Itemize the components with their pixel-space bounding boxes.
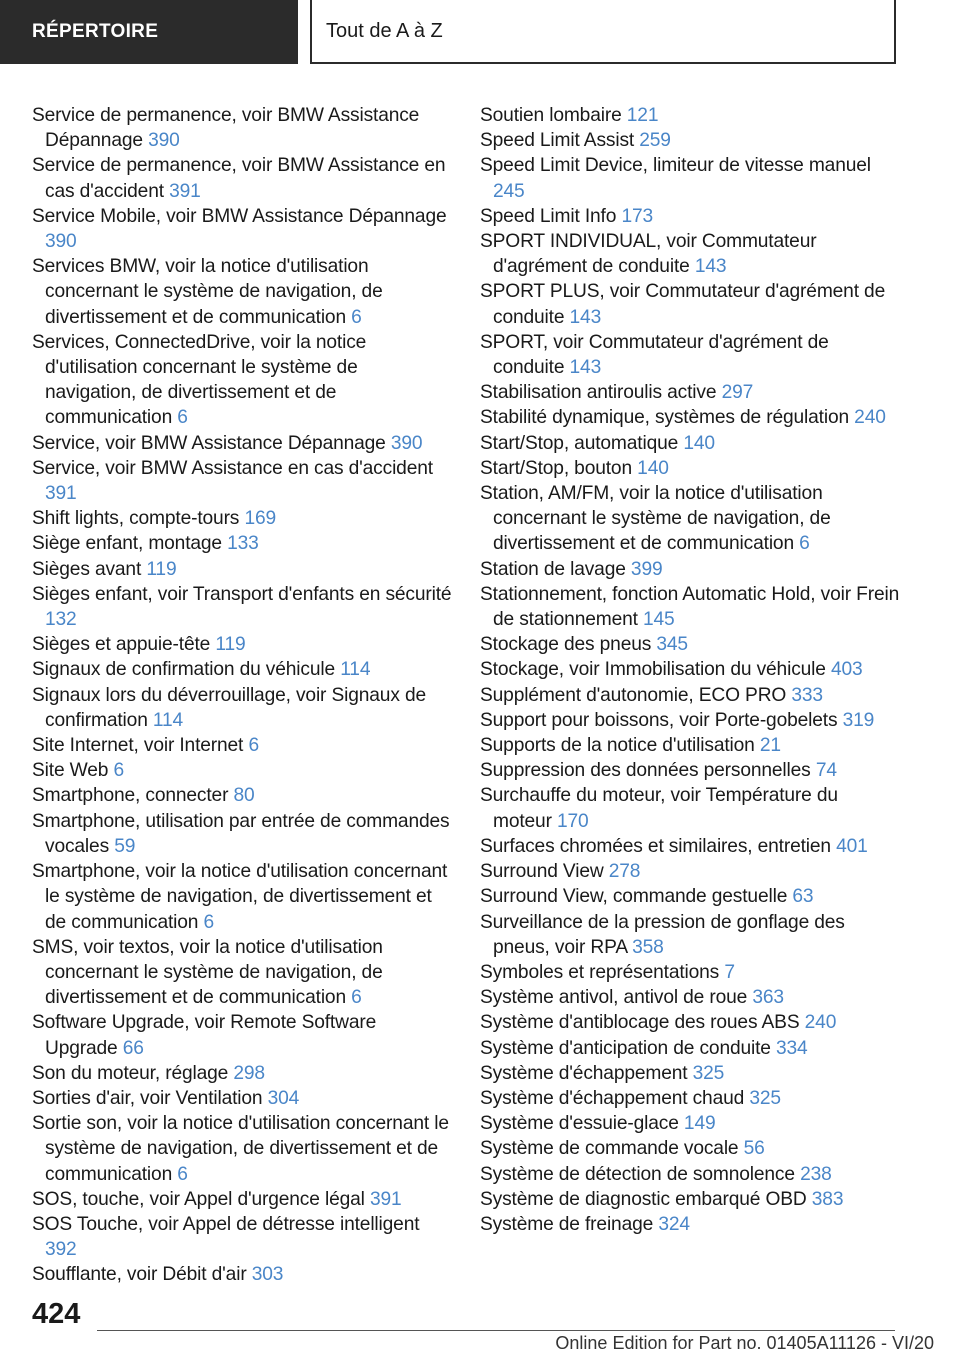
index-page-link[interactable]: 6 xyxy=(113,760,125,782)
index-page-link[interactable]: 6 xyxy=(351,306,362,328)
index-entry xyxy=(480,683,900,708)
index-page-link[interactable]: 392 xyxy=(45,1239,77,1261)
index-entry xyxy=(32,733,452,758)
index-page-link[interactable]: 278 xyxy=(608,861,641,883)
index-page-link[interactable]: 298 xyxy=(233,1062,265,1084)
index-entry xyxy=(480,884,900,909)
index-page-link[interactable]: 149 xyxy=(683,1113,716,1135)
index-page-link[interactable]: 170 xyxy=(557,810,589,832)
index-page-link[interactable]: 325 xyxy=(692,1062,725,1084)
index-entry-text: Système de détection de somnolence xyxy=(480,1163,795,1185)
index-entry-text: Smartphone, connecter xyxy=(32,785,229,807)
index-entry-text: Système de diagnostic embarqué OBD xyxy=(480,1188,807,1210)
index-page-link[interactable]: 240 xyxy=(854,407,886,429)
index-entry xyxy=(32,557,452,582)
index-entry xyxy=(32,935,452,1011)
index-page-link[interactable]: 390 xyxy=(148,130,180,152)
index-entry-text: Son du moteur, réglage xyxy=(32,1062,229,1084)
index-page-link[interactable]: 304 xyxy=(267,1087,300,1109)
index-entry-text: Système d'échappement xyxy=(480,1062,688,1084)
index-entry-text: Sortie son, voir la notice d'utilisation concernant le système de navigation, de divertissement et de communication xyxy=(32,1113,449,1185)
index-entry-text: Support pour boissons, voir Porte-gobelets xyxy=(480,709,838,731)
index-page-link[interactable]: 7 xyxy=(724,961,735,983)
index-page-link[interactable]: 391 xyxy=(169,180,201,202)
index-page-link[interactable]: 145 xyxy=(643,609,675,631)
index-entry-text: Système d'essuie-glace xyxy=(480,1113,679,1135)
index-entry xyxy=(480,405,900,430)
index-entry-text: Supplément d'autonomie, ECO PRO xyxy=(480,684,787,706)
index-page-link[interactable]: 140 xyxy=(683,432,715,454)
index-entry xyxy=(480,481,900,557)
index-entry xyxy=(480,758,900,783)
index-page-link[interactable]: 334 xyxy=(776,1037,808,1059)
index-entry-text: Services, ConnectedDrive, voir la notice d'utilisation concernant le système de navigation, de divertissement et de communication xyxy=(32,331,367,429)
index-entry xyxy=(480,960,900,985)
index-entry xyxy=(480,632,900,657)
index-entry-text: Système d'anticipation de conduite xyxy=(480,1037,771,1059)
page-number: 424 xyxy=(32,1298,81,1330)
index-page-link[interactable]: 391 xyxy=(369,1188,402,1210)
index-page-link[interactable]: 383 xyxy=(811,1188,844,1210)
index-entry xyxy=(480,153,900,203)
index-entry xyxy=(32,1111,452,1187)
index-page-link[interactable]: 297 xyxy=(721,382,754,404)
index-entry-text: Suppression des données personnelles xyxy=(480,760,811,782)
index-page-link[interactable]: 133 xyxy=(227,533,259,555)
index-entry xyxy=(480,910,900,960)
index-page-link[interactable]: 119 xyxy=(215,634,246,656)
index-entry xyxy=(32,1262,452,1287)
footer-divider xyxy=(97,1330,895,1331)
subtitle-tab xyxy=(310,0,896,64)
index-page-link[interactable]: 6 xyxy=(203,911,215,933)
index-entry-text: Shift lights, compte-tours xyxy=(32,508,240,530)
index-entry-text: Surchauffe du moteur, voir Température du moteur xyxy=(480,785,838,832)
index-entry-text: SMS, voir textos, voir la notice d'utilisation concernant le système de navigation, de divertissement et de communication xyxy=(32,936,383,1009)
index-entry xyxy=(32,657,452,682)
index-entry-text: Siège enfant, montage xyxy=(32,533,222,555)
index-entry-text: Software Upgrade, voir Remote Software Upgrade xyxy=(32,1012,377,1059)
index-entry xyxy=(480,456,900,481)
index-entry-text: Service, voir BMW Assistance en cas d'accident xyxy=(32,457,433,479)
index-entry xyxy=(32,254,452,330)
index-entry xyxy=(32,506,452,531)
index-page-link[interactable]: 114 xyxy=(152,709,184,731)
index-entry-text: Système d'antiblocage des roues ABS xyxy=(480,1012,800,1034)
index-entry xyxy=(480,431,900,456)
index-entry-text: Stabilisation antiroulis active xyxy=(480,382,717,404)
index-entry-text: Surfaces chromées et similaires, entretien xyxy=(480,835,831,857)
index-page-link[interactable]: 132 xyxy=(45,609,77,631)
index-page-link[interactable]: 390 xyxy=(45,231,77,253)
index-entry-text: Surround View, commande gestuelle xyxy=(480,886,788,908)
index-entry xyxy=(32,582,452,632)
index-entry xyxy=(480,330,900,380)
index-entry-text: Speed Limit Device, limiteur de vitesse manuel xyxy=(480,155,871,177)
subtitle-tab-label: Tout de A à Z xyxy=(326,19,443,42)
index-entry-text: Sorties d'air, voir Ventilation xyxy=(32,1087,263,1109)
index-column-right xyxy=(480,103,900,1237)
index-entry-text: Site Internet, voir Internet xyxy=(32,735,244,757)
index-entry xyxy=(480,1036,900,1061)
index-page-link[interactable]: 238 xyxy=(800,1163,832,1185)
index-page-link[interactable]: 56 xyxy=(743,1138,765,1160)
index-entry xyxy=(480,229,900,279)
index-page-link[interactable]: 245 xyxy=(493,180,525,202)
index-entry-text: Service de permanence, voir BMW Assistance Dépannage xyxy=(32,105,420,152)
index-entry xyxy=(480,582,900,632)
index-entry xyxy=(32,1061,452,1086)
index-entry xyxy=(480,1061,900,1086)
index-entry xyxy=(32,204,452,254)
index-entry-text: Système de freinage xyxy=(480,1213,654,1235)
footer-edition: Online Edition for Part no. 01405A11126 - VI/20 xyxy=(555,1333,934,1353)
index-entry xyxy=(480,1212,900,1237)
index-page-link[interactable]: 143 xyxy=(569,306,602,328)
index-page-link[interactable]: 6 xyxy=(351,987,362,1009)
index-entry-text: Soufflante, voir Débit d'air xyxy=(32,1264,247,1286)
index-page-link[interactable]: 6 xyxy=(177,1163,188,1185)
index-page-link[interactable]: 21 xyxy=(759,735,781,757)
index-entry xyxy=(480,733,900,758)
index-entry-text: SPORT PLUS, voir Commutateur d'agrément de conduite xyxy=(480,281,886,328)
index-page-link[interactable]: 169 xyxy=(244,508,277,530)
index-page-link[interactable]: 66 xyxy=(122,1037,144,1059)
index-entry xyxy=(32,531,452,556)
index-entry xyxy=(480,557,900,582)
index-entry-text: Supports de la notice d'utilisation xyxy=(480,735,755,757)
index-page-link[interactable]: 325 xyxy=(749,1087,781,1109)
index-page-link[interactable]: 390 xyxy=(390,432,423,454)
index-page-link[interactable]: 114 xyxy=(340,659,371,681)
index-page-link[interactable]: 80 xyxy=(233,785,255,807)
index-entry-text: Speed Limit Assist xyxy=(480,130,635,152)
index-entry-text: Système d'échappement chaud xyxy=(480,1087,745,1109)
index-entry xyxy=(32,1010,452,1060)
index-page-link[interactable]: 59 xyxy=(114,835,136,857)
index-entry xyxy=(480,859,900,884)
index-entry-text: Stockage, voir Immobilisation du véhicule xyxy=(480,659,826,681)
index-entry-text: SOS, touche, voir Appel d'urgence légal xyxy=(32,1188,365,1210)
index-entry-text: Sièges enfant, voir Transport d'enfants en sécurité xyxy=(32,583,452,605)
index-entry xyxy=(32,456,452,506)
index-entry xyxy=(480,380,900,405)
index-page-link[interactable]: 140 xyxy=(637,457,669,479)
index-entry-text: Start/Stop, automatique xyxy=(480,432,679,454)
index-entry-text: Station de lavage xyxy=(480,558,626,580)
index-entry-text: Site Web xyxy=(32,760,109,782)
index-page-link[interactable]: 333 xyxy=(791,684,823,706)
index-entry xyxy=(480,1136,900,1161)
index-entry-text: Stationnement, fonction Automatic Hold, voir Frein de stationnement xyxy=(480,583,900,631)
index-page-link[interactable]: 324 xyxy=(658,1213,690,1235)
index-entry xyxy=(32,859,452,935)
index-entry-text: Smartphone, voir la notice d'utilisation concernant le système de navigation, de divertissement et de communication xyxy=(32,861,448,933)
index-page-link[interactable]: 259 xyxy=(639,130,671,152)
index-entry-text: Signaux de confirmation du véhicule xyxy=(32,659,336,681)
index-entry-text: Symboles et représentations xyxy=(480,961,720,983)
index-entry xyxy=(480,103,900,128)
index-entry xyxy=(32,153,452,203)
index-entry xyxy=(480,204,900,229)
index-page-link[interactable]: 6 xyxy=(799,533,810,555)
index-page-link[interactable]: 319 xyxy=(842,709,875,731)
index-page-link[interactable]: 63 xyxy=(792,886,814,908)
index-entry xyxy=(32,1212,452,1262)
index-entry xyxy=(480,1162,900,1187)
section-tab[interactable] xyxy=(0,0,298,64)
index-page-link[interactable]: 173 xyxy=(621,205,654,227)
index-entry-text: Signaux lors du déverrouillage, voir Signaux de confirmation xyxy=(32,684,426,731)
index-entry-text: Service, voir BMW Assistance Dépannage xyxy=(32,432,386,454)
index-entry xyxy=(32,1187,452,1212)
index-entry-text: Service de permanence, voir BMW Assistance en cas d'accident xyxy=(32,155,446,202)
index-entry xyxy=(480,657,900,682)
index-page-link[interactable]: 401 xyxy=(836,835,868,857)
index-entry-text: Start/Stop, bouton xyxy=(480,457,632,479)
index-page-link[interactable]: 143 xyxy=(569,357,602,379)
index-page-link[interactable]: 121 xyxy=(626,105,659,126)
index-entry-text: Système antivol, antivol de roue xyxy=(480,987,748,1009)
index-entry xyxy=(480,1187,900,1212)
index-entry xyxy=(480,834,900,859)
index-entry-text: Service Mobile, voir BMW Assistance Dépannage xyxy=(32,205,447,227)
index-entry-text: Sièges et appuie-tête xyxy=(32,634,211,656)
index-page-link[interactable]: 391 xyxy=(45,483,77,505)
index-entry xyxy=(32,758,452,783)
index-column-left xyxy=(32,103,452,1288)
index-entry xyxy=(480,128,900,153)
index-entry xyxy=(480,708,900,733)
index-entry-text: Stabilité dynamique, systèmes de régulation xyxy=(480,407,849,429)
section-tab-label: RÉPERTOIRE xyxy=(32,21,159,42)
index-entry xyxy=(32,809,452,859)
index-entry xyxy=(480,783,900,833)
index-entry-text: SPORT, voir Commutateur d'agrément de conduite xyxy=(480,331,829,379)
index-page-link[interactable]: 345 xyxy=(656,634,688,656)
index-page-link[interactable]: 399 xyxy=(630,558,663,580)
index-entry-text: Speed Limit Info xyxy=(480,205,617,227)
index-page-link[interactable]: 403 xyxy=(830,659,863,681)
index-page-link[interactable]: 358 xyxy=(632,936,664,958)
index-entry xyxy=(32,103,452,153)
index-page-link[interactable]: 119 xyxy=(146,558,177,580)
index-entry-text: Services BMW, voir la notice d'utilisation concernant le système de navigation, de divertissement et de communication xyxy=(32,256,383,328)
index-entry xyxy=(32,683,452,733)
index-page-link[interactable]: 6 xyxy=(177,407,188,429)
index-entry-text: Station, AM/FM, voir la notice d'utilisation concernant le système de navigation, de divertissement et de communication xyxy=(480,483,831,555)
index-entry xyxy=(32,431,452,456)
index-entry-text: Système de commande vocale xyxy=(480,1138,739,1160)
index-page-link[interactable]: 74 xyxy=(815,760,837,782)
index-entry xyxy=(480,985,900,1010)
index-entry-text: Sièges avant xyxy=(32,558,142,580)
index-entry xyxy=(32,783,452,808)
index-entry xyxy=(480,1086,900,1111)
index-page-link[interactable]: 303 xyxy=(251,1264,284,1286)
index-entry-text: Soutien lombaire xyxy=(480,105,622,126)
index-page-link[interactable]: 240 xyxy=(804,1012,837,1034)
index-entry xyxy=(32,330,452,431)
index-entry xyxy=(480,1010,900,1035)
index-entry xyxy=(32,1086,452,1111)
index-entry xyxy=(480,279,900,329)
index-entry xyxy=(32,632,452,657)
index-entry-text: Stockage des pneus xyxy=(480,634,652,656)
index-entry-text: SPORT INDIVIDUAL, voir Commutateur d'agrément de conduite xyxy=(480,231,817,278)
index-entry-text: Smartphone, utilisation par entrée de commandes vocales xyxy=(32,810,450,857)
index-page-link[interactable]: 6 xyxy=(248,735,259,757)
index-entry-text: Surround View xyxy=(480,861,604,883)
index-page-link[interactable]: 143 xyxy=(694,256,727,278)
index-entry-text: Surveillance de la pression de gonflage des pneus, voir RPA xyxy=(480,911,845,958)
index-page-link[interactable]: 363 xyxy=(752,987,784,1009)
index-entry xyxy=(480,1111,900,1136)
index-entry-text: SOS Touche, voir Appel de détresse intelligent xyxy=(32,1213,420,1235)
